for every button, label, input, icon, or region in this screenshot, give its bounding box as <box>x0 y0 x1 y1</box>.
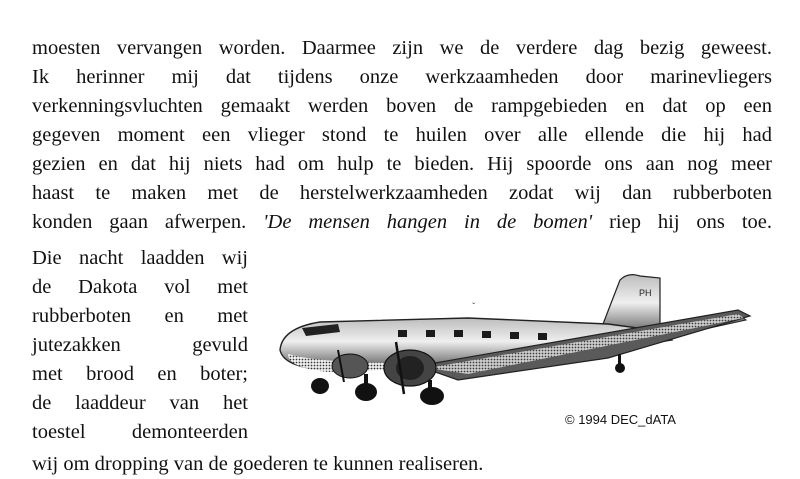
right-engine <box>332 354 368 378</box>
text-line-3: verkenningsvluchten gemaakt werden boven de rampgebieden en dat op een <box>32 95 772 117</box>
text-line-5: gezien en dat hij niets had om hulp te bieden. Hij spoorde ons aan nog meer <box>32 153 772 175</box>
line-7-after: riep hij ons toe. <box>592 211 772 233</box>
narrow-line-3: rubberboten en met <box>32 305 248 327</box>
line-7-before: konden gaan afwerpen. <box>32 211 264 233</box>
quote-text: 'De mensen hangen in de bomen' <box>263 211 593 233</box>
text-line-2: Ik herinner mij dat tijdens onze werkzaamheden door marinevliegers <box>32 66 772 88</box>
text-line-7 <box>32 208 772 237</box>
text-line-1: moesten vervangen worden. Daarmee zijn we de verdere dag bezig geweest. <box>32 37 772 59</box>
narrow-line-1: Die nacht laadden wij <box>32 247 248 269</box>
narrow-line-6: de laaddeur van het <box>32 392 248 414</box>
text-line-6: haast te maken met de herstelwerkzaamheden zodat wij dan rubberboten <box>32 182 772 204</box>
speck-mark: ˇ <box>472 302 476 313</box>
dakota-airplane-illustration <box>268 262 758 412</box>
tail-mark: PH <box>639 288 652 298</box>
text-line-final: wij om dropping van de goederen te kunnen realiseren. <box>32 453 484 475</box>
narrow-line-2: de Dakota vol met <box>32 276 248 298</box>
narrow-line-7: toestel demonteerden <box>32 421 248 443</box>
text-line-4: gegeven moment een vlieger stond te huilen over alle ellende die hij had <box>32 124 772 146</box>
narrow-line-4: jutezakken gevuld <box>32 334 248 356</box>
narrow-line-5: met brood en boter; <box>32 363 248 385</box>
copyright-credit: © 1994 DEC_dATA <box>565 412 676 427</box>
